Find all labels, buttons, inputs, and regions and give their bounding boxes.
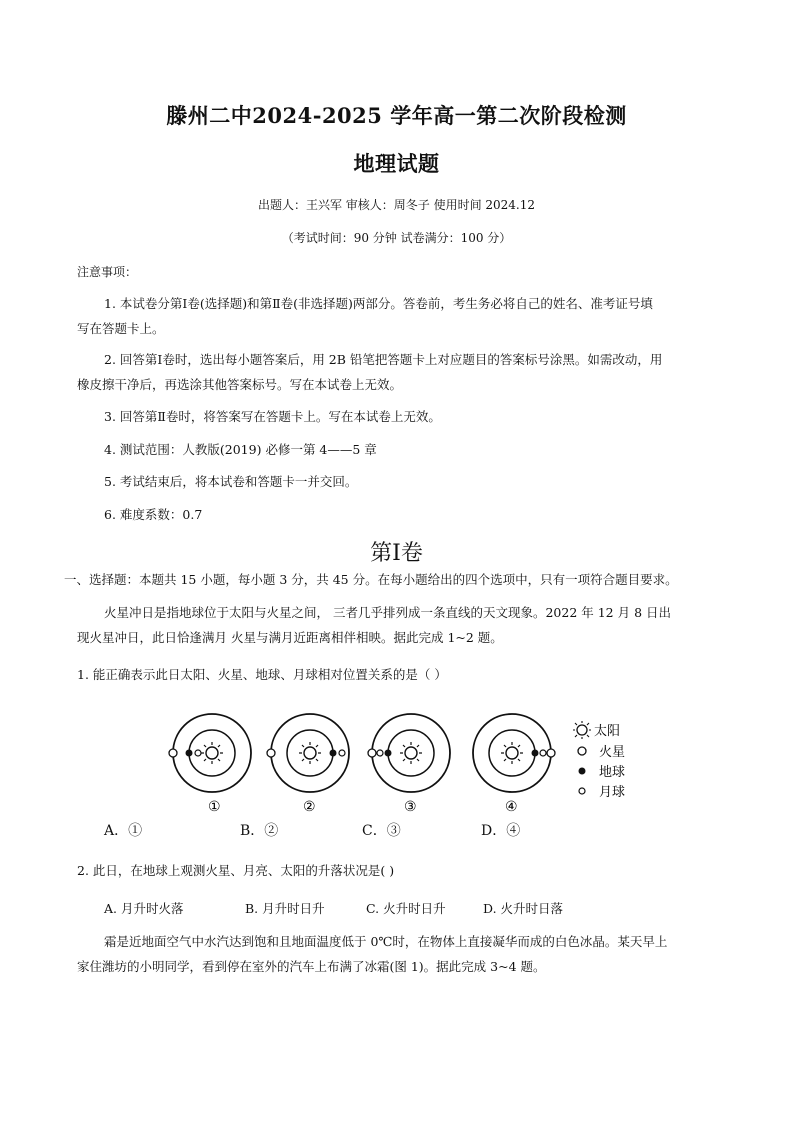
note-item: 3. 回答第Ⅱ卷时，将答案写在答题卡上。写在本试卷上无效。 xyxy=(104,409,441,424)
moon-icon xyxy=(540,750,546,756)
legend-label: 月球 xyxy=(599,785,626,800)
note-item: 2. 回答第Ⅰ卷时，选出每小题答案后，用 2B 铅笔把答题卡上对应题目的答案标号涂黑。如需改动，用 xyxy=(104,352,663,367)
diagram-2 xyxy=(267,714,349,815)
sun-icon xyxy=(573,721,591,739)
note-item: 6. 难度系数：0.7 xyxy=(104,507,203,522)
exam-info: （考试时间：90 分钟 试卷满分：100 分） xyxy=(281,231,512,245)
legend-label: 火星 xyxy=(599,745,626,760)
passage-line: 火星冲日是指地球位于太阳与火星之间， 三者几乎排列成一条直线的天文现象。2022 年 12 月 8 日出 xyxy=(104,605,672,620)
sun-icon xyxy=(501,742,523,764)
diagram-label: ③ xyxy=(404,799,417,815)
author-line: 出题人：王兴军 审核人：周冬子 使用时间 2024.12 xyxy=(257,198,536,212)
question-2-stem: 2. 此日，在地球上观测火星、月亮、太阳的升落状况是( ) xyxy=(77,863,395,878)
passage-line: 现火星冲日，此日恰逢满月 火星与满月近距离相伴相映。据此完成 1~2 题。 xyxy=(77,630,503,645)
earth-icon xyxy=(579,768,586,775)
sun-icon xyxy=(299,742,321,764)
question-1-stem: 1. 能正确表示此日太阳、火星、地球、月球相对位置关系的是（ ） xyxy=(77,667,447,682)
earth-icon xyxy=(385,750,392,757)
orbit-figure xyxy=(0,708,640,818)
mars-icon xyxy=(368,749,376,757)
page-subtitle: 地理试题 xyxy=(353,151,440,176)
earth-icon xyxy=(330,750,337,757)
note-item: 5. 考试结束后，将本试卷和答题卡一并交回。 xyxy=(104,474,358,489)
diagram-label: ④ xyxy=(505,799,518,815)
earth-icon xyxy=(186,750,193,757)
answer-option[interactable]: C. 火升时日升 xyxy=(366,901,446,916)
page-title: 滕州二中2024-2025 学年高一第二次阶段检测 xyxy=(166,103,627,128)
legend-label: 太阳 xyxy=(594,724,621,739)
passage-line: 家住潍坊的小明同学，看到停在室外的汽车上布满了冰霜(图 1)。据此完成 3~4 题。 xyxy=(77,959,546,974)
note-item: 橡皮擦干净后，再选涂其他答案标号。写在本试卷上无效。 xyxy=(77,377,403,392)
note-item: 1. 本试卷分第Ⅰ卷(选择题)和第Ⅱ卷(非选择题)两部分。答卷前，考生务必将自己的姓名、准考证号填 xyxy=(104,296,653,311)
mars-icon xyxy=(267,749,275,757)
section-title: 第Ⅰ卷 xyxy=(370,541,423,566)
legend xyxy=(573,721,625,800)
answer-option[interactable]: B. 月升时日升 xyxy=(245,901,325,916)
diagram-label: ② xyxy=(303,799,316,815)
note-item: 4. 测试范围：人教版(2019) 必修一第 4——5 章 xyxy=(104,442,377,457)
diagram-4 xyxy=(473,714,555,815)
diagram-1 xyxy=(169,714,251,815)
answer-option[interactable]: D. 火升时日落 xyxy=(483,901,564,916)
mars-icon xyxy=(578,747,586,755)
answer-option[interactable]: A．① xyxy=(104,823,143,839)
moon-icon xyxy=(579,788,585,794)
answer-option[interactable]: C．③ xyxy=(362,823,401,839)
moon-icon xyxy=(339,750,345,756)
mars-icon xyxy=(169,749,177,757)
diagram-3 xyxy=(368,714,450,815)
moon-icon xyxy=(195,750,201,756)
mars-icon xyxy=(547,749,555,757)
legend-label: 地球 xyxy=(599,765,626,780)
answer-option[interactable]: B．② xyxy=(240,823,279,839)
sun-icon xyxy=(400,742,422,764)
section-instruction: 一、选择题：本题共 15 小题，每小题 3 分，共 45 分。在每小题给出的四个选项中，只有一项符合题目要求。 xyxy=(64,572,678,587)
note-item: 写在答题卡上。 xyxy=(77,321,165,336)
sun-icon xyxy=(201,742,223,764)
moon-icon xyxy=(377,750,383,756)
answer-option[interactable]: D．④ xyxy=(481,823,521,839)
diagram-label: ① xyxy=(208,799,221,815)
notes-heading: 注意事项： xyxy=(77,265,138,279)
passage-line: 霜是近地面空气中水汽达到饱和且地面温度低于 0℃时，在物体上直接凝华而成的白色冰晶。某天早上 xyxy=(104,934,668,949)
earth-icon xyxy=(532,750,539,757)
answer-option[interactable]: A. 月升时火落 xyxy=(104,901,184,916)
